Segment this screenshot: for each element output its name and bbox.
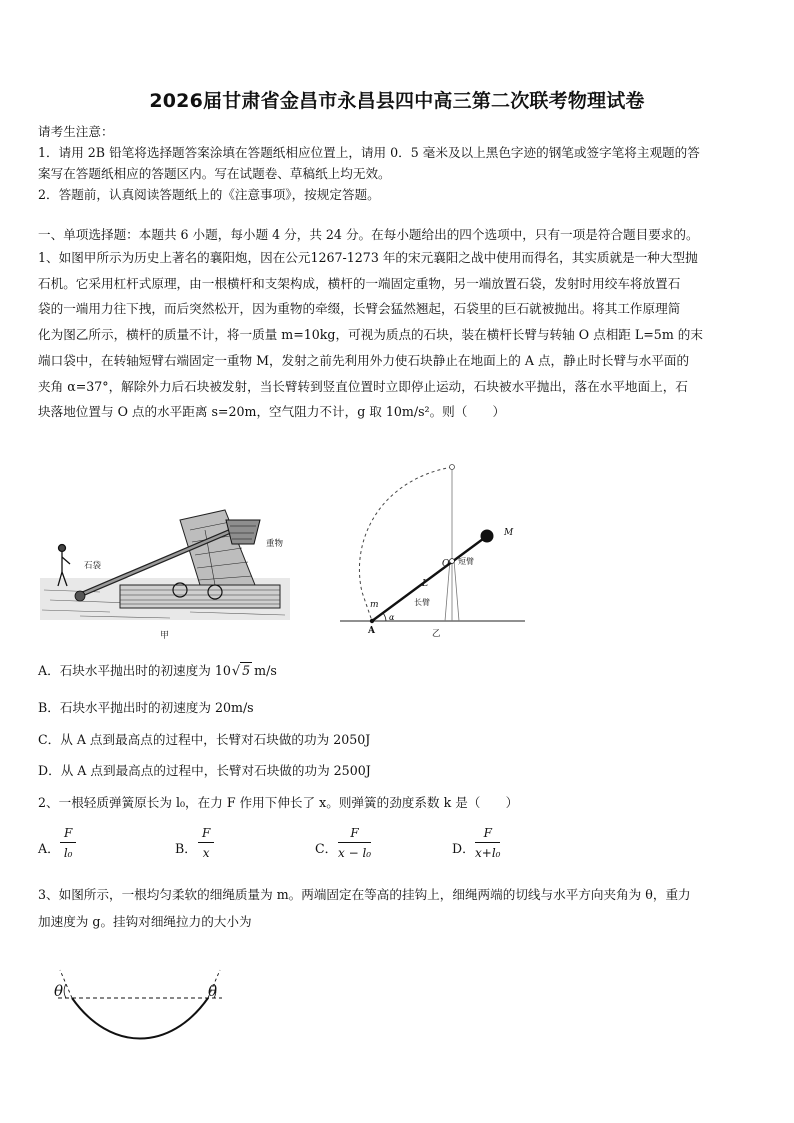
question-1-line: 化为图乙所示，横杆的质量不计，将一质量 m=10kg，可视为质点的石块，装在横杆长臂与转轴 O 点相距 L=5m 的末 [38, 327, 703, 343]
question-1-option-b[interactable]: B．石块水平抛出时的初速度为 20m/s [38, 700, 254, 715]
label-theta-left: θ [54, 982, 64, 1000]
question-1-option-d[interactable]: D．从 A 点到最高点的过程中，长臂对石块做的功为 2500J [38, 763, 371, 778]
question-2-option-d-fraction [475, 826, 500, 860]
label-counterweight: 重物 [266, 539, 284, 549]
question-2-option-c-fraction [338, 826, 371, 860]
question-2-option-a-label[interactable]: A． [38, 841, 60, 856]
fraction-numerator: F [198, 826, 214, 843]
page-title: 2026届甘肃省金昌市永昌县四中高三第二次联考物理试卷 [149, 90, 645, 112]
fraction-numerator: F [60, 826, 76, 843]
question-2-option-b-fraction [198, 826, 214, 860]
label-stone-bag: 石袋 [84, 561, 102, 571]
label-O: O [442, 559, 450, 569]
catapult-diagram [340, 460, 530, 640]
question-1-line: 夹角 α=37°，解除外力后石块被发射，当长臂转到竖直位置时立即停止运动，石块被水平抛出，落在水平地面上，石 [38, 378, 688, 394]
notice-item-1-line-1: 1．请用 2B 铅笔将选择题答案涂填在答题纸相应位置上，请用 0．5 毫米及以上黑色字迹的钢笔或签字笔将主观题的答 [38, 145, 700, 160]
fraction-denominator: x+l₀ [475, 846, 501, 860]
question-1-line: 端口袋中，在转轴短臂右端固定一重物 M，发射之前先利用外力使石块静止在地面上的 A 点，静止时长臂与水平面的 [38, 352, 690, 368]
label-theta-right: θ [208, 982, 218, 1000]
question-1-line: 袋的一端用力往下拽，而后突然松开，因为重物的牵缀，长臂会猛然翘起，石袋里的巨石就被抛出。将其工作原理简 [38, 301, 681, 317]
notice-item-2: 2．答题前，认真阅读答题纸上的《注意事项》，按规定答题。 [38, 187, 380, 202]
label-short-arm: 短臂 [458, 557, 474, 566]
sqrt-symbol: √ [231, 664, 241, 679]
question-2-stem: 2、一根轻质弹簧原长为 l₀，在力 F 作用下伸长了 x。则弹簧的劲度系数 k 是（ ） [38, 795, 519, 810]
fraction-numerator: F [475, 826, 500, 843]
section-1-header: 一、单项选择题：本题共 6 小题，每小题 4 分，共 24 分。在每小题给出的四个选项中，只有一项是符合题目要求的。 [38, 227, 699, 242]
question-2-option-d-label[interactable]: D． [452, 841, 475, 856]
fraction-denominator: x − l₀ [338, 846, 372, 860]
fraction-numerator: F [338, 826, 371, 843]
figure-jia-caption: 甲 [160, 631, 170, 641]
question-1-line: 1、如图甲所示为历史上著名的襄阳炮，因在公元1267-1273 年的宋元襄阳之战中使用而得名，其实质就是一种大型抛 [38, 250, 698, 265]
label-m: m [370, 600, 379, 610]
figure-yi-caption: 乙 [432, 629, 441, 639]
label-L: L [422, 579, 428, 589]
fraction-denominator: l₀ [63, 846, 73, 860]
label-A: A [368, 626, 375, 636]
trebuchet-illustration [40, 500, 300, 640]
option-a-text: A．石块水平抛出时的初速度为 10 [38, 663, 231, 678]
question-1-stem [38, 245, 758, 425]
question-1-line: 石机。它采用杠杆式原理，由一根横杆和支架构成，横杆的一端固定重物，另一端放置石袋，发射时用绞车将放置石 [38, 275, 681, 291]
question-3-line-2: 加速度为 g。挂钩对细绳拉力的大小为 [38, 914, 252, 929]
notice-heading: 请考生注意： [38, 124, 114, 139]
question-1-line: 块落地位置与 O 点的水平距离 s=20m，空气阻力不计，g 取 10m/s²。则（ ） [38, 404, 506, 420]
label-alpha: α [389, 613, 395, 622]
question-1-option-c[interactable]: C．从 A 点到最高点的过程中，长臂对石块做的功为 2050J [38, 732, 371, 747]
question-3-line-1: 3、如图所示，一根均匀柔软的细绳质量为 m。两端固定在等高的挂钩上，细绳两端的切线与水平方向夹角为 θ，重力 [38, 887, 691, 902]
question-2-option-b-label[interactable]: B． [175, 841, 197, 856]
question-1-option-a[interactable] [38, 660, 277, 679]
option-a-unit: m/s [254, 663, 277, 678]
question-2-option-a-fraction [60, 826, 76, 860]
fraction-denominator: x [202, 846, 210, 860]
label-M: M [504, 528, 514, 538]
question-2-option-c-label[interactable]: C． [315, 841, 338, 856]
rope-diagram [50, 962, 240, 1042]
sqrt-radicand: 5 [242, 663, 251, 678]
notice-item-1-line-2: 案写在答题纸相应的答题区内。写在试题卷、草稿纸上均无效。 [38, 166, 391, 181]
label-long-arm: 长臂 [414, 598, 430, 607]
